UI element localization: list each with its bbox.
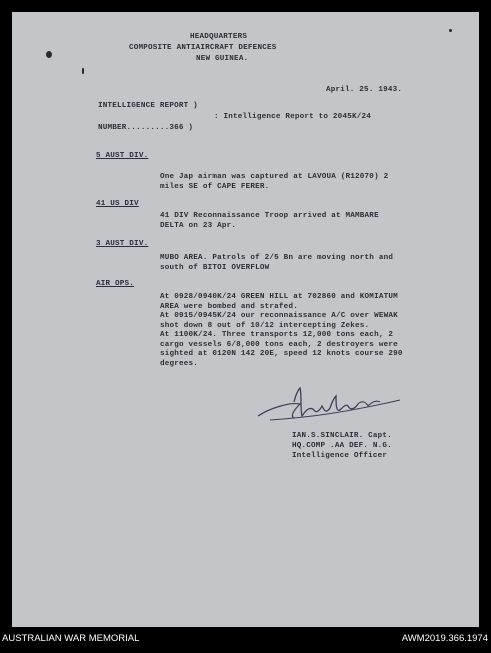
report-date: April. 25. 1943. xyxy=(326,86,403,94)
section-line: cargo vessels 6/8,000 tons each, 2 destroyers were xyxy=(160,341,398,349)
ink-mark xyxy=(82,68,84,74)
section-heading: 3 AUST DIV. xyxy=(96,240,149,248)
header-line-1: HEADQUARTERS xyxy=(190,33,248,41)
ink-mark xyxy=(449,29,452,32)
section-line: sighted at 0120N 142 20E, speed 12 knots course 290 xyxy=(160,350,403,358)
signature-image xyxy=(250,380,410,430)
signature-name: IAN.S.SINCLAIR. Capt. xyxy=(292,432,392,440)
section-line: AREA were bombed and strafed. xyxy=(160,303,298,311)
section-line: 41 DIV Reconnaissance Troop arrived at MAMBARE xyxy=(160,212,379,220)
footer-credit: AUSTRALIAN WAR MEMORIAL xyxy=(2,633,140,644)
report-title: : Intelligence Report to 2045K/24 xyxy=(214,113,371,121)
section-heading: AIR OPS. xyxy=(96,280,135,288)
section-line: shot down 8 out of 10/12 intercepting Zekes. xyxy=(160,322,370,330)
section-line: south of BITOI OVERFLOW xyxy=(160,264,270,272)
section-heading: 5 AUST DIV. xyxy=(96,152,149,160)
section-line: degrees. xyxy=(160,360,199,368)
ink-mark xyxy=(46,51,52,58)
section-line: MUBO AREA. Patrols of 2/5 Bn are moving north and xyxy=(160,254,394,262)
report-label-intelligence: INTELLIGENCE REPORT ) xyxy=(98,102,198,110)
section-line: DELTA on 23 Apr. xyxy=(160,222,237,230)
header-line-3: NEW GUINEA. xyxy=(196,55,249,63)
footer-bar xyxy=(0,629,491,653)
header-line-2: COMPOSITE ANTIAIRCRAFT DEFENCES xyxy=(129,44,277,52)
section-line: miles SE of CAPE FERER. xyxy=(160,183,270,191)
section-line: One Jap airman was captured at LAVOUA (R12070) 2 xyxy=(160,173,389,181)
section-line: At 0915/0945K/24 our reconnaissance A/C over WEWAK xyxy=(160,312,398,320)
signature-role: Intelligence Officer xyxy=(292,452,388,460)
signature-unit: HQ.COMP .AA DEF. N.G. xyxy=(292,442,392,450)
section-line: At 0928/0940K/24 GREEN HILL at 702860 and KOMIATUM xyxy=(160,293,398,301)
footer-accession-number: AWM2019.366.1974 xyxy=(401,633,488,644)
section-heading: 41 US DIV xyxy=(96,200,139,208)
report-label-number: NUMBER.........366 ) xyxy=(98,124,194,132)
section-line: At 1100K/24. Three transports 12,000 tons each, 2 xyxy=(160,331,394,339)
